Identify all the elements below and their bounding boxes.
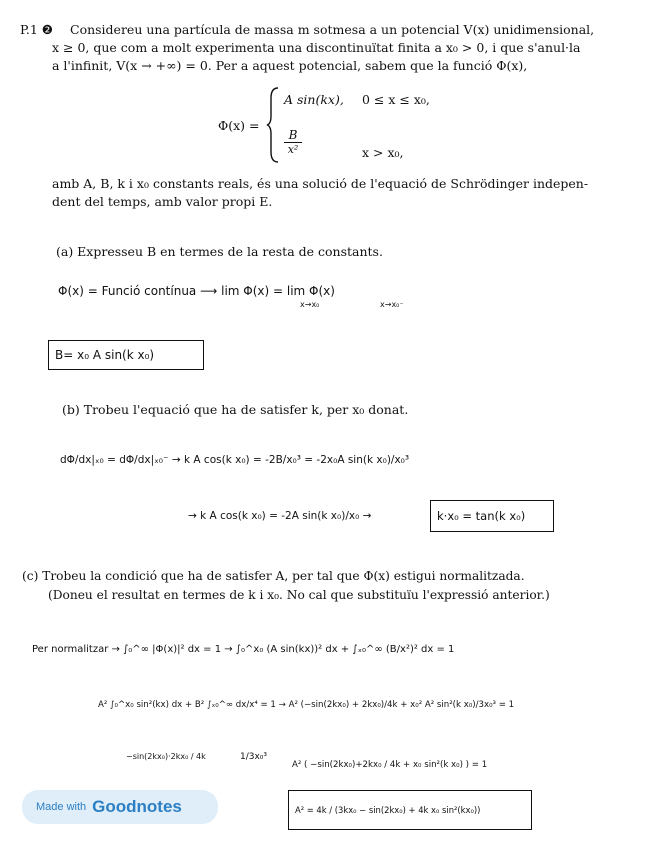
case2-fraction xyxy=(284,128,302,157)
case1-expr: A sin(kx), xyxy=(284,92,344,107)
case2-denominator: x² xyxy=(287,143,299,156)
part-b-handwritten-line-2: → k A cos(k x₀) = -2A sin(k x₀)/x₀ → xyxy=(188,510,372,522)
problem-line-1: Considereu una partícula de massa m sotmesa a un potencial V(x) unidimensional, xyxy=(70,22,595,37)
made-with-goodnotes-badge[interactable] xyxy=(22,790,218,824)
part-b-answer-box: k·x₀ = tan(k x₀) xyxy=(430,500,554,532)
badge-brand: Goodnotes xyxy=(92,797,182,816)
part-b-handwritten-line-1: dΦ/dx|ₓ₀ = dΦ/dx|ₓ₀⁻ → k A cos(k x₀) = -2B/x₀³ = -2x₀A sin(k x₀)/x₀³ xyxy=(60,454,410,466)
after-line-1: amb A, B, k i x₀ constants reals, és una solució de l'equació de Schrödinger indepen- xyxy=(52,176,589,191)
badge-prefix: Made with xyxy=(36,801,87,813)
after-line-2: dent del temps, amb valor propi E. xyxy=(52,194,273,209)
part-a-handwritten-line: Φ(x) = Funció contínua ⟶ lim Φ(x) = lim Φ(x) xyxy=(58,284,335,298)
phi-label: Φ(x) = xyxy=(218,118,260,133)
part-c-handwritten-line-3b: 1/3x₀³ xyxy=(240,752,268,762)
part-c-handwritten-line-3c: A² ( −sin(2kx₀)+2kx₀ / 4k + x₀ sin²(k x₀) ) = 1 xyxy=(292,760,488,770)
part-b-question: (b) Trobeu l'equació que ha de satisfer k, per x₀ donat. xyxy=(62,402,409,417)
case2-numerator: B xyxy=(284,128,302,143)
piecewise-brace xyxy=(266,86,280,164)
part-c-question-line-1: (c) Trobeu la condició que ha de satisfer A, per tal que Φ(x) estigui normalitzada. xyxy=(22,569,525,583)
case2-cond: x > x₀, xyxy=(362,145,404,160)
case1-cond: 0 ≤ x ≤ x₀, xyxy=(362,92,430,107)
problem-number-text: P.1 xyxy=(20,22,38,37)
part-a-limit-sub-1: x→x₀ xyxy=(300,300,320,309)
part-c-handwritten-line-2: A² ∫₀^x₀ sin²(kx) dx + B² ∫ₓ₀^∞ dx/x⁴ = 1 → A² (−sin(2kx₀) + 2kx₀)/4k + x₀² A² sin²(k x₀)/3x₀³ = 1 xyxy=(98,700,515,710)
problem-line-2: x ≥ 0, que com a molt experimenta una discontinuïtat finita a x₀ > 0, i que s'anul·la xyxy=(52,40,581,55)
part-c-handwritten-line-3a: −sin(2kx₀)·2kx₀ / 4k xyxy=(126,752,206,761)
problem-marker: ❷ xyxy=(41,22,54,37)
part-a-question: (a) Expresseu B en termes de la resta de constants. xyxy=(56,244,383,259)
part-c-answer-box: A² = 4k / (3kx₀ − sin(2kx₀) + 4k x₀ sin²(kx₀)) xyxy=(288,790,532,830)
part-a-answer-box: B= x₀ A sin(k x₀) xyxy=(48,340,204,370)
part-c-question-line-2: (Doneu el resultat en termes de k i x₀. No cal que substituïu l'expressió anterior.) xyxy=(48,588,550,602)
problem-number xyxy=(20,22,53,38)
part-a-limit-sub-2: x→x₀⁻ xyxy=(380,300,404,309)
part-c-handwritten-line-1: Per normalitzar → ∫₀^∞ |Φ(x)|² dx = 1 → ∫₀^x₀ (A sin(kx))² dx + ∫ₓ₀^∞ (B/x²)² dx = 1 xyxy=(32,644,455,655)
problem-line-3: a l'infinit, V(x → +∞) = 0. Per a aquest potencial, sabem que la funció Φ(x), xyxy=(52,58,528,73)
